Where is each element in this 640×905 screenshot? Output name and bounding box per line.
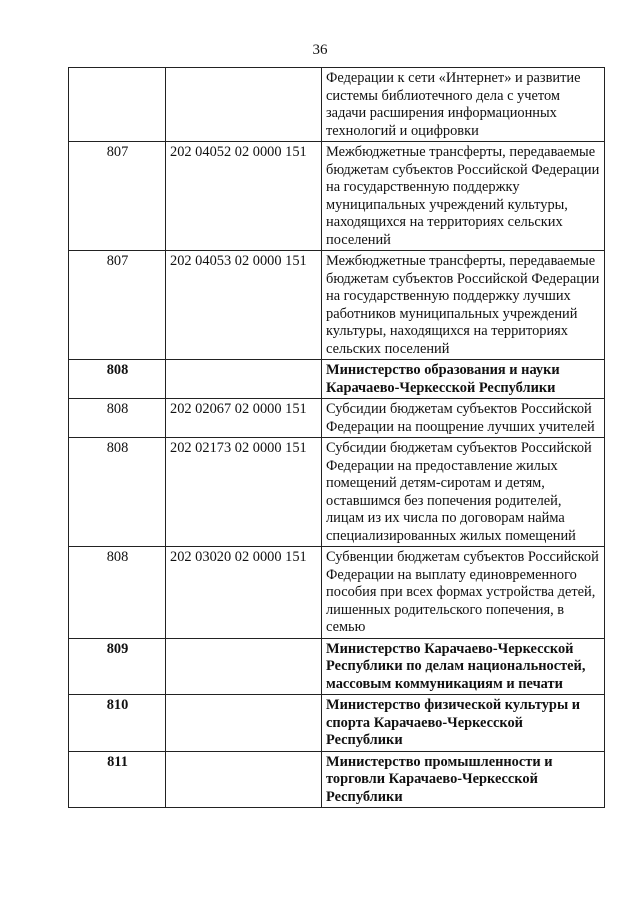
kbk-code-cell — [166, 68, 322, 142]
kbk-code-cell: 202 02067 02 0000 151 — [166, 399, 322, 438]
page-number: 36 — [312, 42, 328, 58]
ministry-name-cell: Министерство физической культуры и спорта Карачаево-Черкесской Республики — [322, 695, 605, 752]
kbk-code-cell — [166, 360, 322, 399]
kbk-code-cell: 202 04053 02 0000 151 — [166, 251, 322, 360]
admin-code-cell — [69, 68, 166, 142]
ministry-name-cell: Министерство Карачаево-Черкесской Республики по делам национальностей, массовым коммуникациям и печати — [322, 638, 605, 695]
admin-code-cell: 808 — [69, 547, 166, 639]
revenue-name-cell: Федерации к сети «Интернет» и развитие системы библиотечного дела с учетом задачи расширения информационных технологий и оцифровки — [322, 68, 605, 142]
admin-code-cell: 808 — [69, 360, 166, 399]
table-row — [69, 142, 605, 251]
revenue-name-cell: Субсидии бюджетам субъектов Российской Федерации на поощрение лучших учителей — [322, 399, 605, 438]
admin-code-cell: 810 — [69, 695, 166, 752]
ministry-name-cell: Министерство промышленности и торговли Карачаево-Черкесской Республики — [322, 751, 605, 808]
table-row — [69, 438, 605, 547]
revenue-name-cell: Субсидии бюджетам субъектов Российской Федерации на предоставление жилых помещений детям-сиротам и детям, оставшимся без попечения родителей, лицам из их числа по договорам найма специализированных жилых помещений — [322, 438, 605, 547]
kbk-code-cell: 202 04052 02 0000 151 — [166, 142, 322, 251]
table-row — [69, 68, 605, 142]
revenue-name-cell: Межбюджетные трансферты, передаваемые бюджетам субъектов Российской Федерации на государственную поддержку муниципальных учреждений культуры, находящихся на территориях сельских поселений — [322, 142, 605, 251]
admin-code-cell: 807 — [69, 142, 166, 251]
table-row-ministry — [69, 638, 605, 695]
table-row-ministry — [69, 695, 605, 752]
admin-code-cell: 808 — [69, 399, 166, 438]
kbk-code-cell: 202 02173 02 0000 151 — [166, 438, 322, 547]
budget-classification-table — [68, 67, 605, 808]
admin-code-cell: 809 — [69, 638, 166, 695]
ministry-name-cell: Министерство образования и науки Карачаево-Черкесской Республики — [322, 360, 605, 399]
kbk-code-cell — [166, 638, 322, 695]
admin-code-cell: 811 — [69, 751, 166, 808]
table-row-ministry — [69, 360, 605, 399]
revenue-name-cell: Межбюджетные трансферты, передаваемые бюджетам субъектов Российской Федерации на государственную поддержку лучших работников муниципальных учреждений культуры, находящихся на территориях сельских поселений — [322, 251, 605, 360]
kbk-code-cell: 202 03020 02 0000 151 — [166, 547, 322, 639]
table-row-ministry — [69, 751, 605, 808]
table-row — [69, 251, 605, 360]
admin-code-cell: 807 — [69, 251, 166, 360]
kbk-code-cell — [166, 751, 322, 808]
kbk-code-cell — [166, 695, 322, 752]
table-row — [69, 547, 605, 639]
admin-code-cell: 808 — [69, 438, 166, 547]
table-row — [69, 399, 605, 438]
revenue-name-cell: Субвенции бюджетам субъектов Российской Федерации на выплату единовременного пособия при всех формах устройства детей, лишенных родительского попечения, в семью — [322, 547, 605, 639]
